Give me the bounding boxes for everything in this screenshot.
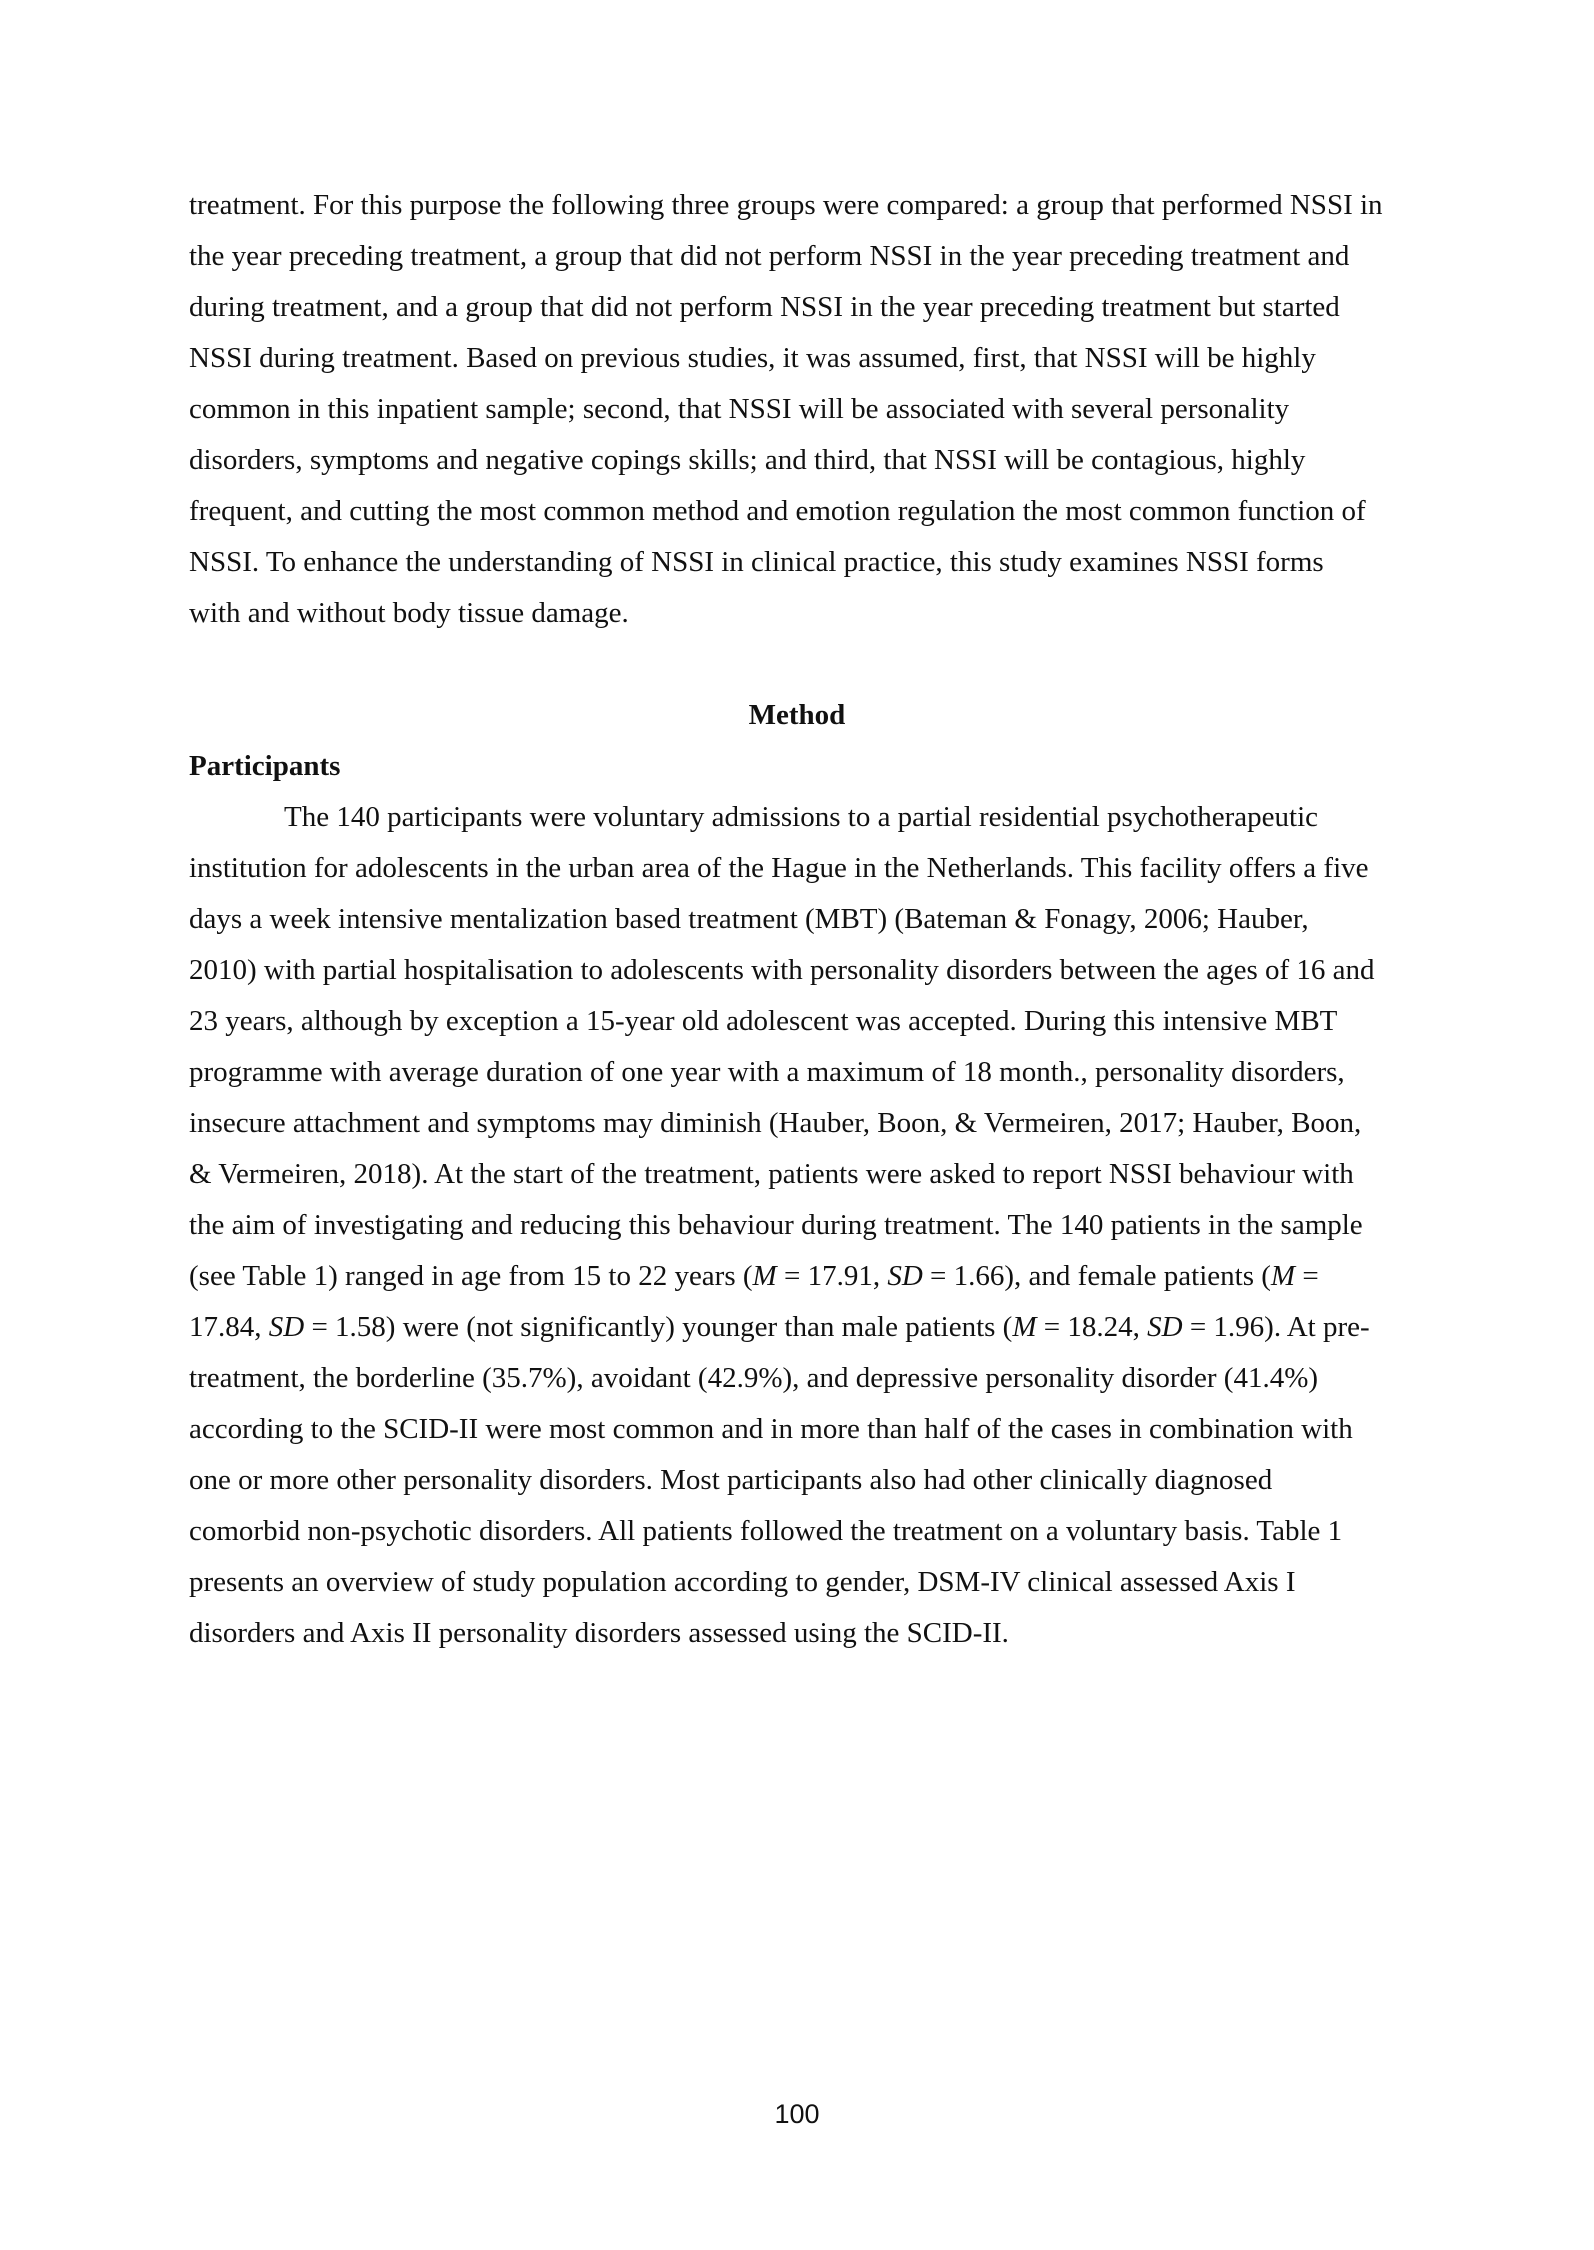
intro-line-2: the year preceding treatment, a group that did not perform NSSI in the year preceding treatment and xyxy=(189,240,1350,272)
sd-symbol: SD xyxy=(268,1311,305,1343)
line-11-text-b: = 1.58) were (not significantly) younger than male patients ( xyxy=(304,1311,1013,1343)
participants-line-3: days a week intensive mentalization based treatment (MBT) (Bateman & Fonagy, 2006; Hauber, xyxy=(189,903,1309,935)
participants-line-12: treatment, the borderline (35.7%), avoidant (42.9%), and depressive personality disorder (41.4%) xyxy=(189,1362,1319,1394)
sd-symbol: SD xyxy=(887,1260,923,1292)
line-10-text-b: = 17.91, xyxy=(776,1260,888,1292)
participants-line-8: & Vermeiren, 2018). At the start of the treatment, patients were asked to report NSSI behaviour with xyxy=(189,1158,1354,1190)
line-10-text-c: = 1.66), and female patients ( xyxy=(922,1260,1271,1292)
line-11-text-a: 17.84, xyxy=(189,1311,269,1343)
participants-line-10 xyxy=(189,1251,1414,1302)
intro-line-4: NSSI during treatment. Based on previous studies, it was assumed, first, that NSSI will be highly xyxy=(189,342,1316,374)
participants-line-7: insecure attachment and symptoms may diminish (Hauber, Boon, & Vermeiren, 2017; Hauber, Boon, xyxy=(189,1107,1362,1139)
subsection-heading-participants: Participants xyxy=(189,750,341,782)
participants-line-5: 23 years, although by exception a 15-year old adolescent was accepted. During this intensive MBT xyxy=(189,1005,1338,1037)
intro-line-3: during treatment, and a group that did not perform NSSI in the year preceding treatment but started xyxy=(189,291,1340,323)
participants-line-13: according to the SCID-II were most common and in more than half of the cases in combination with xyxy=(189,1413,1353,1445)
intro-line-8: NSSI. To enhance the understanding of NSSI in clinical practice, this study examines NSSI forms xyxy=(189,546,1324,578)
participants-line-4: 2010) with partial hospitalisation to adolescents with personality disorders between the ages of 16 and xyxy=(189,954,1375,986)
participants-line-9: the aim of investigating and reducing this behaviour during treatment. The 140 patients in the sample xyxy=(189,1209,1363,1241)
line-10-text-a: (see Table 1) ranged in age from 15 to 22 years ( xyxy=(189,1260,753,1292)
participants-line-16: presents an overview of study population according to gender, DSM-IV clinical assessed Axis I xyxy=(189,1566,1296,1598)
intro-line-7: frequent, and cutting the most common method and emotion regulation the most common function of xyxy=(189,495,1366,527)
participants-paragraph xyxy=(189,792,1414,1659)
intro-line-6: disorders, symptoms and negative copings skills; and third, that NSSI will be contagious, highly xyxy=(189,444,1306,476)
mean-symbol: M xyxy=(1012,1311,1037,1343)
participants-line-2: institution for adolescents in the urban area of the Hague in the Netherlands. This facility offers a five xyxy=(189,852,1369,884)
participants-line-15: comorbid non-psychotic disorders. All patients followed the treatment on a voluntary basis. Table 1 xyxy=(189,1515,1343,1547)
participants-line-1: The 140 participants were voluntary admissions to a partial residential psychotherapeutic xyxy=(284,801,1319,833)
page-number: 100 xyxy=(774,2099,820,2129)
intro-line-9: with and without body tissue damage. xyxy=(189,597,629,629)
participants-line-6: programme with average duration of one year with a maximum of 18 month., personality disorders, xyxy=(189,1056,1345,1088)
line-11-text-c: = 18.24, xyxy=(1036,1311,1148,1343)
intro-line-5: common in this inpatient sample; second, that NSSI will be associated with several personality xyxy=(189,393,1290,425)
intro-line-1: treatment. For this purpose the following three groups were compared: a group that performed NSSI in xyxy=(189,189,1383,221)
line-10-text-d: = xyxy=(1295,1260,1319,1292)
sd-symbol: SD xyxy=(1147,1311,1183,1343)
participants-line-17: disorders and Axis II personality disorders assessed using the SCID-II. xyxy=(189,1617,1009,1649)
participants-line-14: one or more other personality disorders. Most participants also had other clinically diagnosed xyxy=(189,1464,1273,1496)
section-heading-method: Method xyxy=(748,699,846,731)
participants-line-11 xyxy=(189,1302,1414,1353)
line-11-text-d: = 1.96). At pre- xyxy=(1182,1311,1370,1343)
mean-symbol: M xyxy=(1270,1260,1296,1292)
intro-paragraph xyxy=(189,180,1414,639)
mean-symbol: M xyxy=(752,1260,777,1292)
